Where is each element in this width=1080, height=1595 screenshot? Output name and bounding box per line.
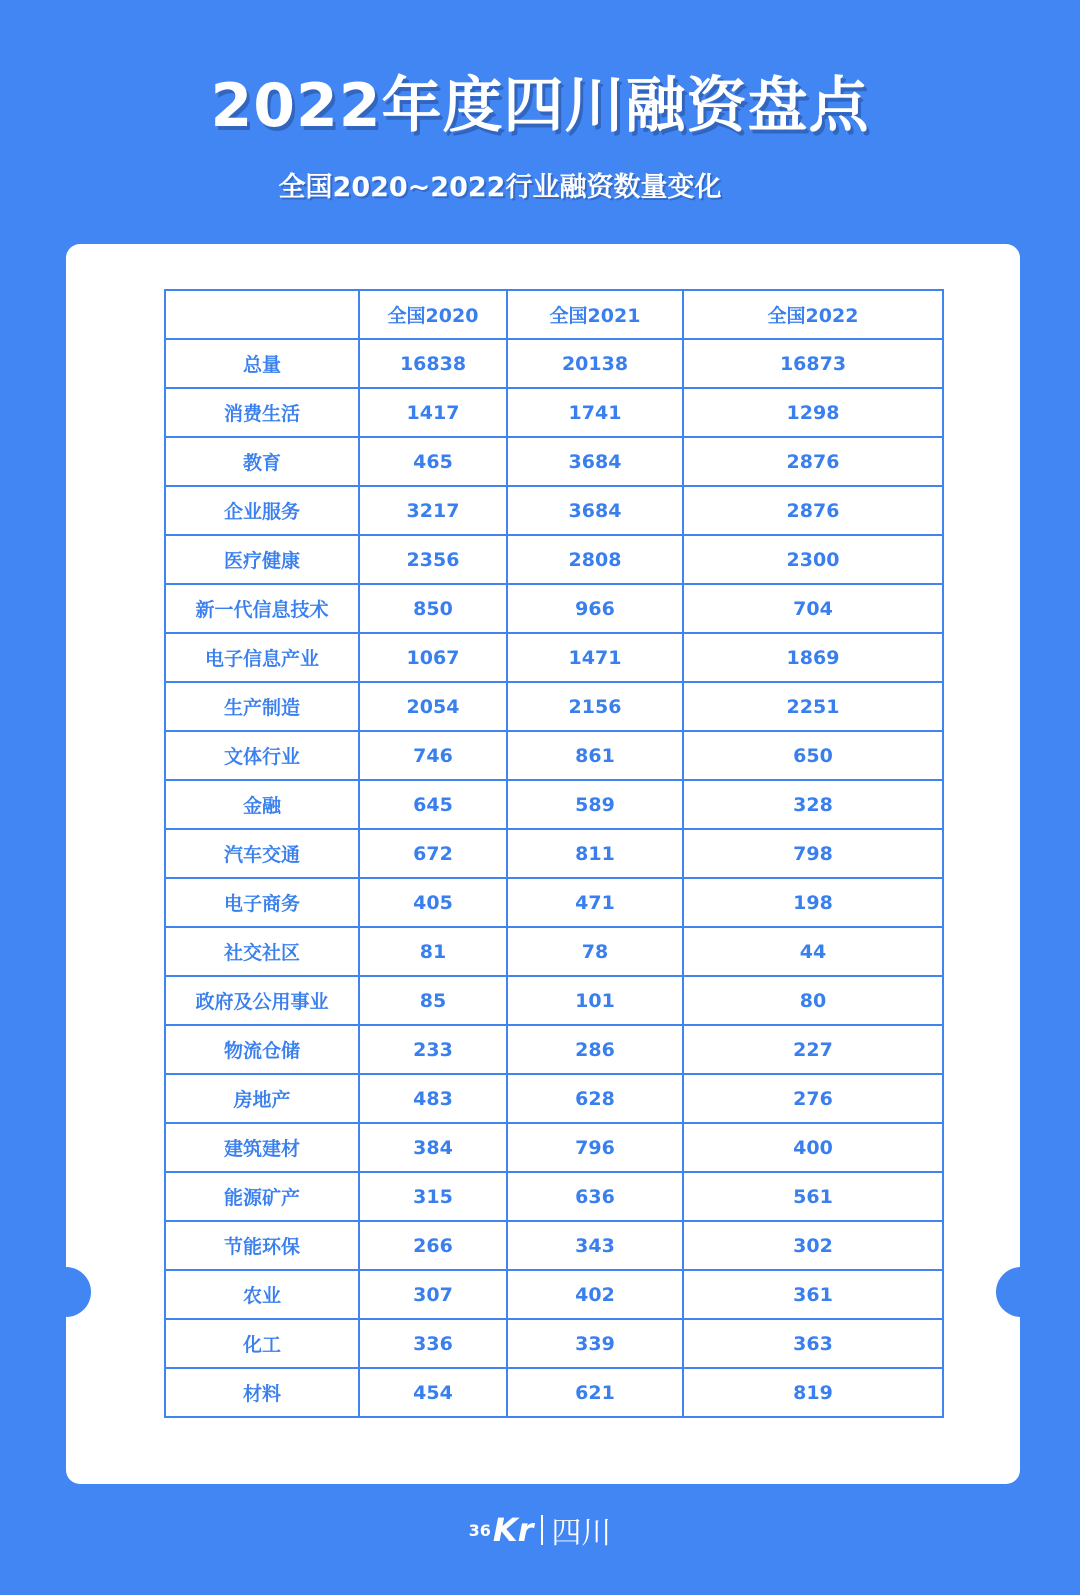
- table-cell-category: 材料: [165, 1368, 359, 1417]
- table-cell-category: 政府及公用事业: [165, 976, 359, 1025]
- table-cell-category: 文体行业: [165, 731, 359, 780]
- table-cell-2021: 861: [507, 731, 683, 780]
- table-cell-2021: 286: [507, 1025, 683, 1074]
- table-cell-2020: 1067: [359, 633, 507, 682]
- table-cell-category: 节能环保: [165, 1221, 359, 1270]
- table-body: [165, 339, 943, 1417]
- table-cell-2020: 465: [359, 437, 507, 486]
- table-cell-2022: 16873: [683, 339, 943, 388]
- table-cell-category: 总量: [165, 339, 359, 388]
- table-cell-2022: 302: [683, 1221, 943, 1270]
- table-cell-2021: 628: [507, 1074, 683, 1123]
- table-cell-category: 建筑建材: [165, 1123, 359, 1172]
- table-cell-2022: 328: [683, 780, 943, 829]
- table-cell-2020: 81: [359, 927, 507, 976]
- table-cell-2022: 819: [683, 1368, 943, 1417]
- table-cell-2022: 80: [683, 976, 943, 1025]
- table-cell-2022: 2251: [683, 682, 943, 731]
- table-cell-2021: 3684: [507, 437, 683, 486]
- table-cell-2020: 384: [359, 1123, 507, 1172]
- header-cell-2021: 全国2021: [507, 290, 683, 339]
- table-row: [165, 1319, 943, 1368]
- table-cell-2021: 796: [507, 1123, 683, 1172]
- table-cell-2020: 266: [359, 1221, 507, 1270]
- table-cell-2022: 400: [683, 1123, 943, 1172]
- table-cell-category: 生产制造: [165, 682, 359, 731]
- table-row: [165, 1172, 943, 1221]
- table-cell-2021: 589: [507, 780, 683, 829]
- table-cell-2020: 3217: [359, 486, 507, 535]
- table-cell-2020: 2356: [359, 535, 507, 584]
- table-cell-2022: 2876: [683, 437, 943, 486]
- table-cell-2020: 405: [359, 878, 507, 927]
- table-cell-2022: 2300: [683, 535, 943, 584]
- table-cell-category: 电子商务: [165, 878, 359, 927]
- table-cell-2020: 746: [359, 731, 507, 780]
- table-row: [165, 388, 943, 437]
- table-cell-category: 能源矿产: [165, 1172, 359, 1221]
- table-cell-2020: 672: [359, 829, 507, 878]
- table-cell-2021: 636: [507, 1172, 683, 1221]
- table-cell-2022: 561: [683, 1172, 943, 1221]
- header-cell-2020: 全国2020: [359, 290, 507, 339]
- table-row: [165, 1368, 943, 1417]
- table-cell-2020: 2054: [359, 682, 507, 731]
- table-row: [165, 1025, 943, 1074]
- table-cell-category: 教育: [165, 437, 359, 486]
- footer: [0, 1508, 1080, 1552]
- table-cell-2020: 85: [359, 976, 507, 1025]
- table-cell-2020: 315: [359, 1172, 507, 1221]
- table-cell-2021: 1741: [507, 388, 683, 437]
- table-row: [165, 976, 943, 1025]
- table-cell-category: 汽车交通: [165, 829, 359, 878]
- table-cell-2021: 101: [507, 976, 683, 1025]
- table-cell-2022: 798: [683, 829, 943, 878]
- card-notch-right: [996, 1267, 1046, 1317]
- page-title: 2022年度四川融资盘点: [210, 71, 870, 141]
- table-cell-category: 物流仓储: [165, 1025, 359, 1074]
- table-cell-2022: 650: [683, 731, 943, 780]
- brand-logo: [469, 1508, 612, 1552]
- table-cell-2020: 483: [359, 1074, 507, 1123]
- table-row: [165, 682, 943, 731]
- table-cell-category: 新一代信息技术: [165, 584, 359, 633]
- table-cell-2021: 2808: [507, 535, 683, 584]
- logo-divider: [541, 1515, 543, 1545]
- table-header-row: [165, 290, 943, 339]
- table-cell-2020: 336: [359, 1319, 507, 1368]
- table-cell-category: 房地产: [165, 1074, 359, 1123]
- table-cell-2021: 471: [507, 878, 683, 927]
- table-row: [165, 927, 943, 976]
- table-cell-2021: 811: [507, 829, 683, 878]
- table-cell-2021: 966: [507, 584, 683, 633]
- table-cell-category: 企业服务: [165, 486, 359, 535]
- table-row: [165, 1221, 943, 1270]
- table-row: [165, 1270, 943, 1319]
- table-cell-2020: 454: [359, 1368, 507, 1417]
- table-row: [165, 584, 943, 633]
- table-cell-2020: 645: [359, 780, 507, 829]
- table-cell-2021: 339: [507, 1319, 683, 1368]
- table-cell-2022: 1298: [683, 388, 943, 437]
- table-cell-2021: 343: [507, 1221, 683, 1270]
- table-cell-category: 社交社区: [165, 927, 359, 976]
- table-cell-2022: 2876: [683, 486, 943, 535]
- table-row: [165, 633, 943, 682]
- table-cell-category: 医疗健康: [165, 535, 359, 584]
- table-cell-2020: 307: [359, 1270, 507, 1319]
- table-cell-2022: 276: [683, 1074, 943, 1123]
- page-subtitle: 全国2020~2022行业融资数量变化: [278, 172, 722, 203]
- table-cell-category: 金融: [165, 780, 359, 829]
- table-cell-2022: 227: [683, 1025, 943, 1074]
- table-row: [165, 535, 943, 584]
- logo-city: 四川: [551, 1516, 612, 1551]
- table-cell-2020: 1417: [359, 388, 507, 437]
- header-cell-category: [165, 290, 359, 339]
- table-row: [165, 486, 943, 535]
- table-cell-2020: 233: [359, 1025, 507, 1074]
- table-cell-2021: 402: [507, 1270, 683, 1319]
- table-cell-2022: 1869: [683, 633, 943, 682]
- table-cell-category: 农业: [165, 1270, 359, 1319]
- table-row: [165, 339, 943, 388]
- table-cell-category: 电子信息产业: [165, 633, 359, 682]
- table-row: [165, 780, 943, 829]
- table-row: [165, 829, 943, 878]
- table-cell-2021: 3684: [507, 486, 683, 535]
- table-row: [165, 731, 943, 780]
- table-cell-2022: 44: [683, 927, 943, 976]
- table-cell-2022: 361: [683, 1270, 943, 1319]
- table-cell-category: 消费生活: [165, 388, 359, 437]
- table-row: [165, 878, 943, 927]
- table-row: [165, 1123, 943, 1172]
- logo-kr: Kr: [492, 1511, 534, 1549]
- table-cell-2020: 850: [359, 584, 507, 633]
- table-cell-2021: 78: [507, 927, 683, 976]
- table-cell-2021: 2156: [507, 682, 683, 731]
- card-notch-left: [41, 1267, 91, 1317]
- table-cell-2022: 704: [683, 584, 943, 633]
- table-cell-category: 化工: [165, 1319, 359, 1368]
- header-cell-2022: 全国2022: [683, 290, 943, 339]
- table-cell-2021: 621: [507, 1368, 683, 1417]
- table-cell-2021: 20138: [507, 339, 683, 388]
- table-cell-2022: 198: [683, 878, 943, 927]
- table-cell-2022: 363: [683, 1319, 943, 1368]
- table-cell-2020: 16838: [359, 339, 507, 388]
- logo-number: 36: [468, 1520, 491, 1540]
- table-cell-2021: 1471: [507, 633, 683, 682]
- financing-table: [164, 289, 944, 1418]
- table-row: [165, 437, 943, 486]
- table-row: [165, 1074, 943, 1123]
